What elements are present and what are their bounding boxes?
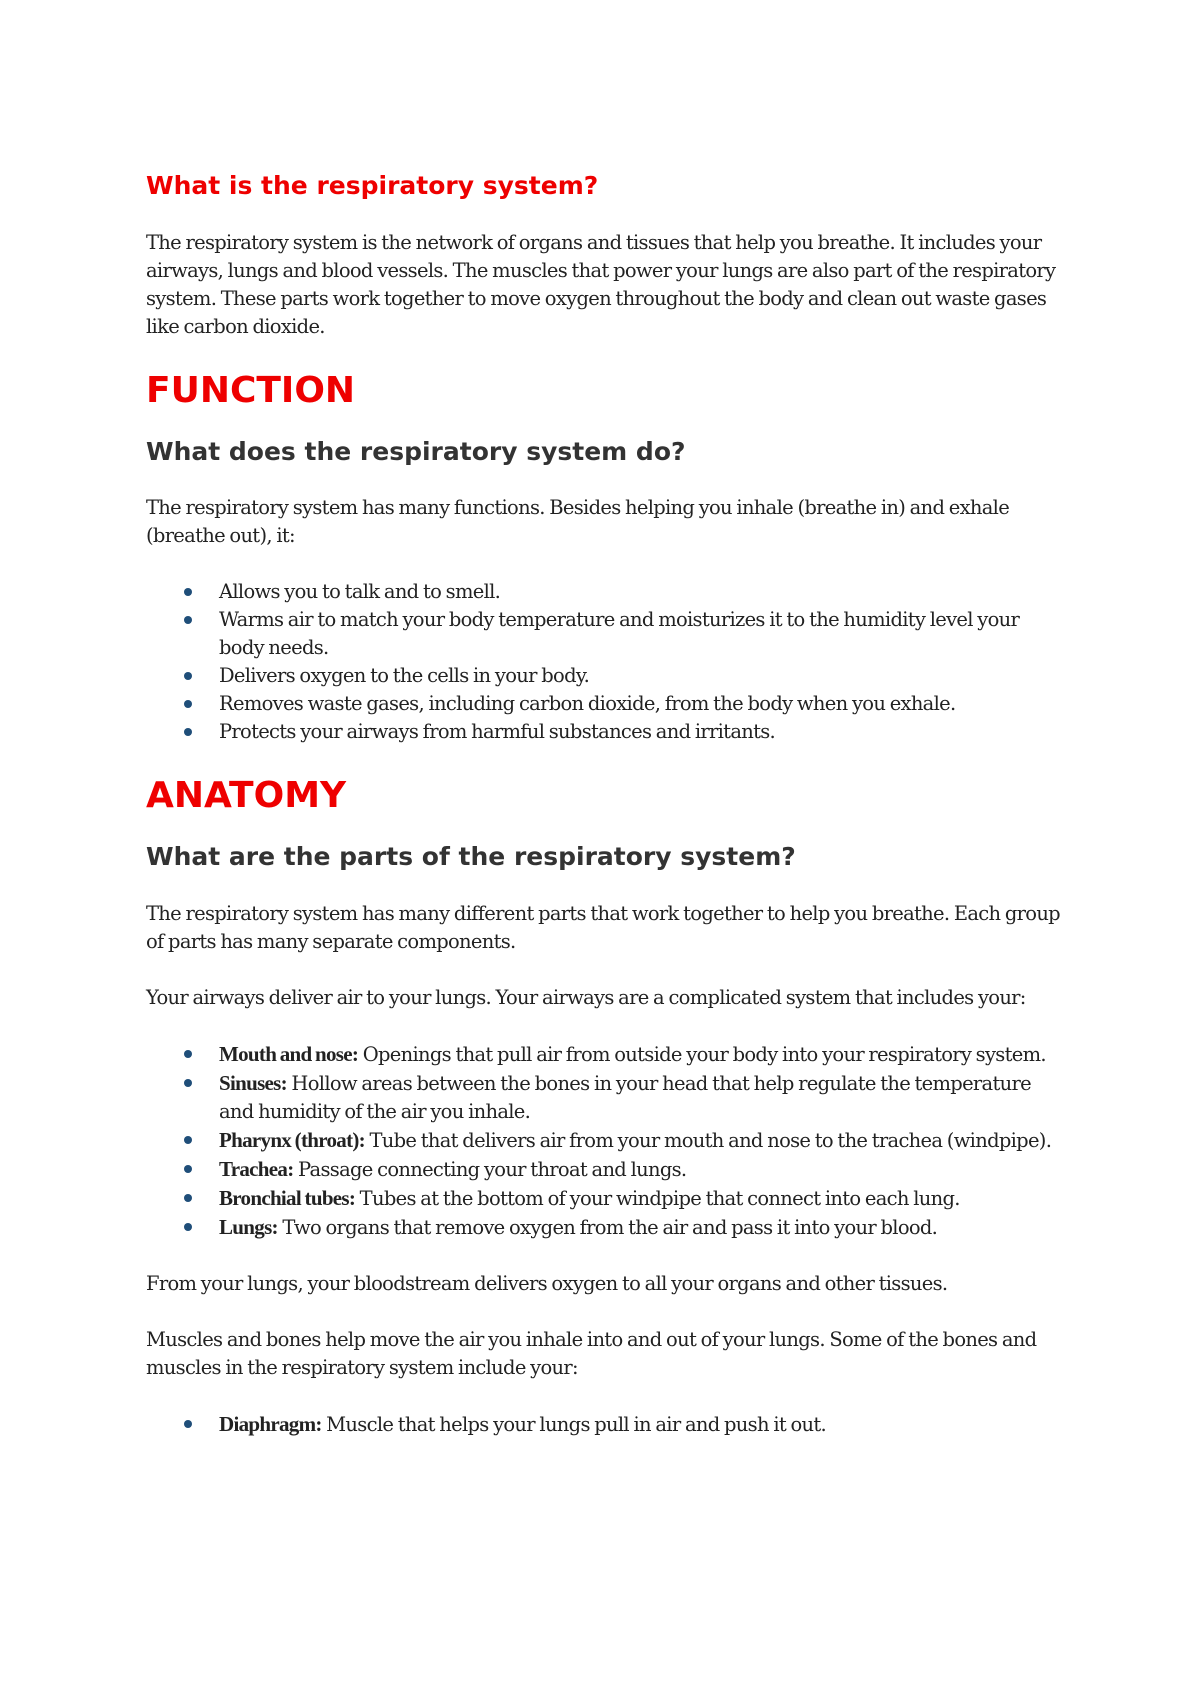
list-item-text: Protects your airways from harmful substances and irritants. — [219, 720, 776, 744]
term-definition: Passage connecting your throat and lungs. — [293, 1157, 687, 1181]
list-item-text: Delivers oxygen to the cells in your body. — [219, 664, 590, 688]
airways-list — [146, 1040, 1066, 1242]
bullet-icon — [184, 1136, 192, 1144]
anatomy-subheading: What are the parts of the respiratory system? — [146, 842, 796, 872]
term-label: Trachea: — [219, 1156, 294, 1181]
term-label: Diaphragm: — [219, 1411, 322, 1436]
list-item — [146, 1040, 1066, 1069]
bullet-icon — [184, 1165, 192, 1173]
function-paragraph: The respiratory system has many functions. Besides helping you inhale (breathe in) and exhale (breathe out), it: — [146, 496, 1010, 548]
term-label: Mouth and nose: — [219, 1041, 359, 1066]
anatomy-paragraph-1: The respiratory system has many different parts that work together to help you breathe. Each group of parts has many separate components. — [146, 901, 1060, 953]
function-section-title: FUNCTION — [146, 369, 356, 411]
muscles-list — [146, 1410, 1066, 1439]
term-label: Sinuses: — [219, 1070, 287, 1095]
anatomy-paragraph-4: Muscles and bones help move the air you inhale into and out of your lungs. Some of the bones and muscles in the respiratory system include your: — [146, 1327, 1037, 1379]
term-definition: Tube that delivers air from your mouth and nose to the trachea (windpipe). — [364, 1128, 1052, 1152]
list-item — [146, 606, 1066, 662]
list-item — [146, 1155, 1066, 1184]
function-subheading: What does the respiratory system do? — [146, 436, 686, 466]
term-definition: Tubes at the bottom of your windpipe that connect into each lung. — [355, 1186, 960, 1210]
function-list — [146, 578, 1066, 746]
anatomy-paragraph-2: Your airways deliver air to your lungs. Your airways are a complicated system that includes your: — [146, 985, 1026, 1009]
bullet-icon — [184, 1194, 192, 1202]
list-item-text: Warms air to match your body temperature and moisturizes it to the humidity level your body needs. — [219, 608, 1020, 660]
list-item — [146, 718, 1066, 746]
anatomy-paragraph-3: From your lungs, your bloodstream delivers oxygen to all your organs and other tissues. — [146, 1271, 948, 1295]
bullet-icon — [184, 1223, 192, 1231]
list-item — [146, 1126, 1066, 1155]
list-item — [146, 1213, 1066, 1242]
term-definition: Muscle that helps your lungs pull in air and push it out. — [321, 1412, 827, 1436]
document-page — [146, 170, 1066, 1467]
bullet-icon — [184, 1420, 192, 1428]
list-item — [146, 1069, 1066, 1126]
bullet-icon — [184, 1079, 192, 1087]
intro-paragraph: The respiratory system is the network of organs and tissues that help you breathe. It includes your airways, lungs and blood vessels. The muscles that power your lungs are also part of the respiratory system. These parts work together to move oxygen throughout the body and clean out waste gases like carbon dioxide. — [146, 230, 1056, 338]
bullet-icon — [184, 616, 192, 624]
list-item-text: Allows you to talk and to smell. — [219, 580, 501, 604]
term-definition: Hollow areas between the bones in your head that help regulate the temperature and humidity of the air you inhale. — [219, 1071, 1031, 1123]
list-item — [146, 578, 1066, 606]
intro-heading: What is the respiratory system? — [146, 171, 599, 200]
bullet-icon — [184, 700, 192, 708]
bullet-icon — [184, 672, 192, 680]
term-definition: Two organs that remove oxygen from the air and pass it into your blood. — [277, 1215, 938, 1239]
bullet-icon — [184, 588, 192, 596]
anatomy-section-title: ANATOMY — [146, 775, 347, 817]
term-definition: Openings that pull air from outside your body into your respiratory system. — [358, 1042, 1046, 1066]
list-item-text: Removes waste gases, including carbon dioxide, from the body when you exhale. — [219, 692, 956, 716]
term-label: Lungs: — [219, 1214, 278, 1239]
term-label: Pharynx (throat): — [219, 1127, 365, 1152]
bullet-icon — [184, 1050, 192, 1058]
list-item — [146, 662, 1066, 690]
bullet-icon — [184, 728, 192, 736]
list-item — [146, 1184, 1066, 1213]
term-label: Bronchial tubes: — [219, 1185, 356, 1210]
list-item — [146, 1410, 1066, 1439]
list-item — [146, 690, 1066, 718]
